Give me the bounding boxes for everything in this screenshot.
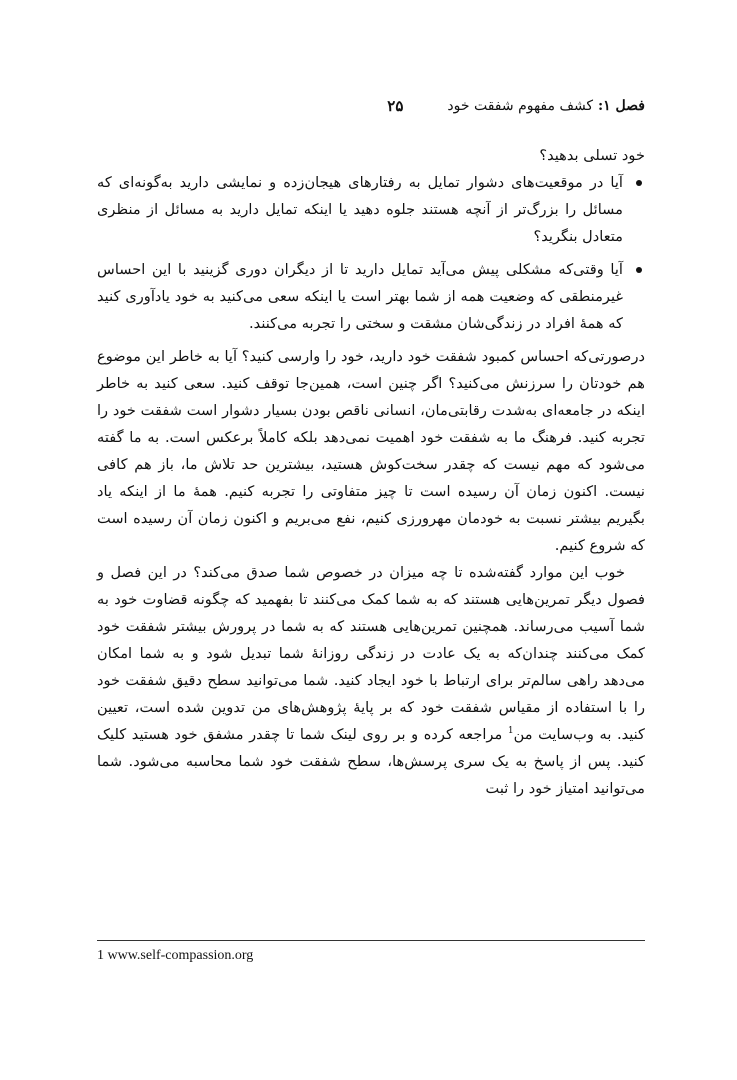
question-list — [97, 169, 645, 337]
list-item — [97, 169, 645, 250]
footnote: 1 www.self-compassion.org — [97, 948, 254, 963]
page-number: ۲۵ — [387, 97, 404, 115]
list-item — [97, 256, 645, 337]
running-header — [97, 94, 645, 118]
paragraph-text: خوب این موارد گفته‌شده تا چه میزان در خصوص شما صدق می‌کند؟ در این فصل و فصول دیگر تمرین‌هایی هستند که به شما کمک می‌کنند تا بفهمید که چگونه قضاوت خود به شما آسیب می‌رساند. همچنین تمرین‌هایی هستند که به شما در پرورش بیشتر شفقت خود کمک می‌کنند چندان‌که به یک عادت در زندگی روزانهٔ شما تبدیل شود و به شما امکان می‌دهد راهی سالم‌تر برای ارتباط با خود ایجاد کنید. شما می‌توانید سطح دقیق شفقت خود را با استفاده از مقیاس شفقت خود که بر پایهٔ پژوهش‌های من تدوین شده است، تعیین کنید. به وب‌سایت من — [97, 564, 645, 743]
footnote-reference[interactable]: 1 — [507, 726, 514, 737]
list-item-text: آیا در موقعیت‌های دشوار تمایل به رفتارهای هیجان‌زده و نمایشی دارید به‌گونه‌ای که مسائل را بزرگ‌تر از آنچه هستند جلوه دهید یا اینکه تمایل دارید به مسائل از منظری متعادل بنگرید؟ — [97, 174, 623, 245]
bullet-icon — [636, 180, 642, 186]
paragraph — [97, 559, 645, 802]
paragraph-text: مراجعه کرده و بر روی لینک شما تا چقدر مشفق خود هستید کلیک کنید. پس از پاسخ به یک سری پرسش‌ها، سطح شفقت خود شما محاسبه می‌شود. شما می‌توانید امتیاز خود را ثبت — [97, 726, 645, 797]
bullet-icon — [636, 267, 642, 273]
paragraph: درصورتی‌که احساس کمبود شفقت خود دارید، خود را وارسی کنید؟ آیا به خاطر این موضوع هم خودتان را سرزنش می‌کنید؟ اگر چنین است، همین‌جا توقف کنید. سعی کنید به خاطر اینکه در جامعه‌ای به‌شدت رقابتی‌مان، انسانی ناقص بودن بسیار دشوار است شفقت خود را تجربه کنید. فرهنگ ما به شفقت خود اهمیت نمی‌دهد بلکه کاملاً برعکس است. به ما گفته می‌شود که مهم نیست که چقدر سخت‌کوش هستید، بیشترین حد تلاش ما، باز هم کافی نیست. اکنون زمان آن رسیده است تا چیز متفاوتی را تجربه کنیم. همهٔ ما از اینکه یاد بگیریم بیشتر نسبت به خودمان مهرورزی کنیم، نفع می‌بریم و اکنون زمان آن رسیده است که شروع کنیم. — [97, 348, 645, 554]
list-item-text: آیا وقتی‌که مشکلی پیش می‌آید تمایل دارید تا از دیگران دوری گزینید با این احساس غیرمنطقی که وضعیت همه از شما بهتر است یا اینکه سعی می‌کنید به خود یادآوری کنید که همهٔ افراد در زندگی‌شان مشقت و سختی را تجربه می‌کنند. — [97, 261, 623, 332]
continuation-line: خود تسلی بدهید؟ — [539, 147, 645, 164]
body-text — [97, 142, 645, 802]
chapter-title: کشف مفهوم شفقت خود — [447, 98, 594, 114]
footnote-divider — [97, 940, 645, 941]
chapter-prefix: فصل ۱: — [597, 98, 645, 114]
chapter-heading — [447, 98, 645, 114]
